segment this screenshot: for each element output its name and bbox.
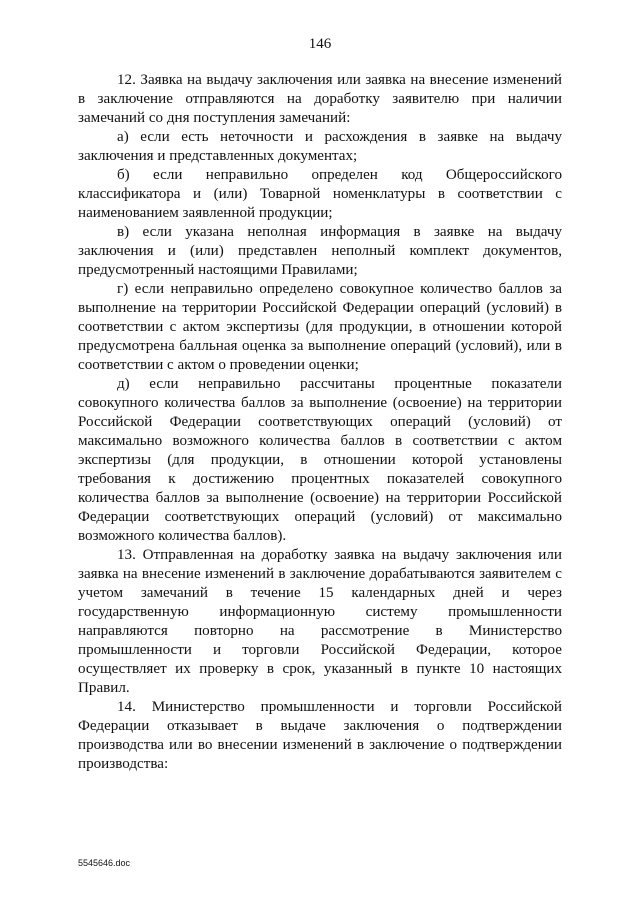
document-body xyxy=(78,71,562,774)
subparagraph-v: в) если указана неполная информация в заявке на выдачу заключения и (или) представлен неполный комплект документов, предусмотренный настоящими Правилами; xyxy=(78,224,562,278)
page-number: 146 xyxy=(308,36,332,52)
subparagraph-g: г) если неправильно определено совокупное количество баллов за выполнение на территории Российской Федерации операций (условий) в соответствии с актом экспертизы (для продукции, в отношении которой предусмотрена балльная оценка за выполнение операций (условий), или в соответствии с актом о проведении оценки; xyxy=(78,281,562,373)
footer-file-name: 5545646.doc xyxy=(78,858,131,868)
paragraph-12: 12. Заявка на выдачу заключения или заявка на внесение изменений в заключение отправляются на доработку заявителю при наличии замечаний со дня поступления замечаний: xyxy=(78,72,562,126)
paragraph-14: 14. Министерство промышленности и торговли Российской Федерации отказывает в выдаче заключения о подтверждении производства или во внесении изменений в заключение о подтверждении производства: xyxy=(78,699,562,772)
subparagraph-a: а) если есть неточности и расхождения в заявке на выдачу заключения и представленных документах; xyxy=(78,129,562,164)
subparagraph-d: д) если неправильно рассчитаны процентные показатели совокупного количества баллов за выполнение (освоение) на территории Российской Федерации соответствующих операций (условий) от максимально возможного количества баллов в соответствии с актом экспертизы (для продукции, в отношении которой установлены требования к достижению процентных показателей совокупного количества баллов за выполнение (освоение) на территории Российской Федерации соответствующих операций (условий) от максимально возможного количества баллов). xyxy=(78,376,562,544)
subparagraph-b: б) если неправильно определен код Общероссийского классификатора и (или) Товарной номенклатуры в соответствии с наименованием заявленной продукции; xyxy=(78,167,562,221)
paragraph-13: 13. Отправленная на доработку заявка на выдачу заключения или заявка на внесение изменений в заключение дорабатываются заявителем с учетом замечаний в течение 15 календарных дней и через государственную информационную систему промышленности направляются повторно на рассмотрение в Министерство промышленности и торговли Российской Федерации, которое осуществляет их проверку в срок, указанный в пункте 10 настоящих Правил. xyxy=(78,547,562,696)
